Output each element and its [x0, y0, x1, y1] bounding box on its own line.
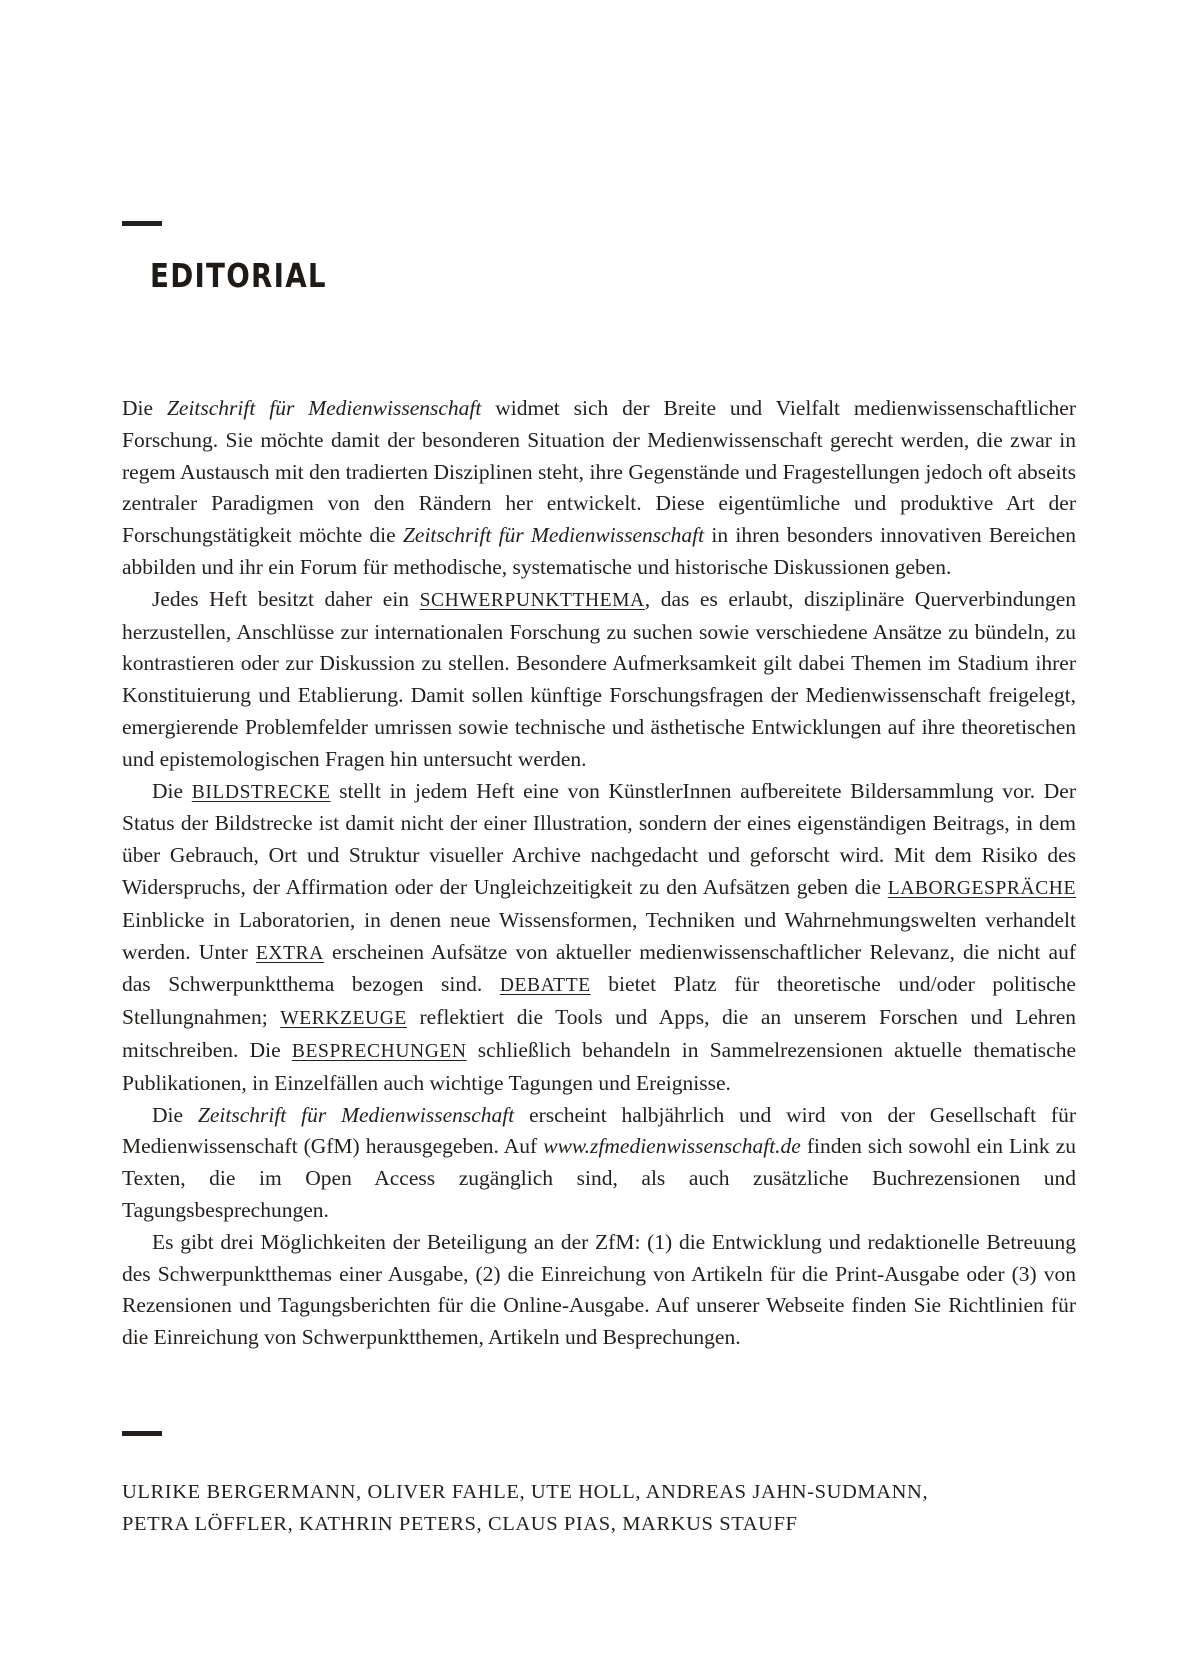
text-run: in ihren besonders innovativen Bereichen abbilden und ihr ein Forum für methodische, systematische und historische Diskussionen geben.	[122, 523, 1076, 579]
text-run: finden sich sowohl ein Link zu Texten, die im Open Access zugänglich sind, als auch zusätzliche Buchrezensionen und Tagungsbesprechungen.	[122, 1134, 1077, 1222]
body-paragraph	[122, 393, 1076, 584]
section-name: LABORGESPRÄCHE	[887, 877, 1076, 899]
text-run: , das es erlaubt, disziplinäre Querverbindungen herzustellen, Anschlüsse zur internationalen Forschung zu suchen sowie verschiedene Ansätze zu bündeln, zu kontrastieren oder zur Diskussion zu stellen. Besondere Aufmerksamkeit gilt dabei Themen im Stadium ihrer Konstituierung und Etablierung. Damit sollen künftige Forschungsfragen der Medienwissenschaft freigelegt, emergierende Problemfelder umrissen sowie technische und ästhetische Entwicklungen auf ihre theoretischen und epistemologischen Fragen hin untersucht werden.	[122, 586, 1076, 771]
page-title: EDITORIAL	[150, 256, 327, 295]
italic-title: Zeitschrift für Medienwissenschaft	[197, 1102, 515, 1127]
bottom-rule	[122, 1431, 162, 1436]
body-paragraph	[122, 584, 1076, 776]
section-name: BESPRECHUNGEN	[291, 1040, 467, 1062]
top-rule	[122, 221, 162, 226]
text-run: Jedes Heft besitzt daher ein	[152, 586, 420, 611]
text-run: bietet Platz für theoretische und/oder politische Stellungnahmen;	[122, 972, 1076, 1030]
section-name: BILDSTRECKE	[191, 781, 331, 803]
text-run: stellt in jedem Heft eine von KünstlerInnen aufbereitete Bildersammlung vor. Der Status der Bildstrecke ist damit nicht der einer Illustration, sondern der eines eigenständigen Beitrags, in dem über Gebrauch, Ort und Struktur visueller Archive nachgedacht und geforscht wird. Mit dem Risiko des Widerspruchs, der Affirmation oder der Ungleichzeitigkeit zu den Aufsätzen geben die	[122, 778, 1076, 899]
editorial-body	[122, 393, 1076, 1354]
text-run: Es gibt drei Möglichkeiten der Beteiligung an der ZfM: (1) die Entwicklung und redaktionelle Betreuung des Schwerpunktthemas einer Ausgabe, (2) die Einreichung von Artikeln für die Print-Ausgabe oder (3) von Rezensionen und Tagungsberichten für die Online-Ausgabe. Auf unserer Webseite finden Sie Richtlinien für die Einreichung von Schwerpunktthemen, Artikeln und Besprechungen.	[122, 1229, 1076, 1350]
text-run: erscheinen Aufsätze von aktueller medienwissenschaftlicher Relevanz, die nicht auf das Schwerpunktthema bezogen sind.	[122, 939, 1076, 997]
text-run: Die	[152, 1102, 198, 1127]
body-paragraph	[122, 776, 1076, 1100]
italic-title: Zeitschrift für Medienwissenschaft	[166, 396, 482, 420]
italic-title: Zeitschrift für Medienwissenschaft	[402, 523, 705, 548]
section-name: WERKZEUGE	[280, 1008, 407, 1030]
body-paragraph	[122, 1227, 1076, 1354]
text-run: widmet sich der Breite und Vielfalt medienwissenschaftlicher Forschung. Sie möchte damit der besonderen Situation der Medienwissenschaft gerecht werden, die zwar in regem Austausch mit den tradierten Disziplinen steht, ihre Gegenstände und Fragestellungen jedoch oft abseits zentraler Paradigmen von den Rändern her entwickelt. Diese eigentümliche und produktive Art der Forschungstätigkeit möchte die	[122, 396, 1076, 548]
text-run: Die	[152, 778, 192, 803]
text-run: reflektiert die Tools und Apps, die an unserem Forschen und Lehren mitschreiben. Die	[122, 1005, 1076, 1062]
text-run: Einblicke in Laboratorien, in denen neue Wissensformen, Techniken und Wahrnehmungswelten verhandelt werden. Unter	[122, 907, 1076, 964]
text-run: Die	[122, 396, 167, 420]
text-run: schließlich behandeln in Sammelrezensionen aktuelle thematische Publikationen, in Einzelfällen auch wichtige Tagungen und Ereignisse.	[122, 1037, 1077, 1095]
section-name: SCHWERPUNKTTHEMA	[419, 589, 645, 611]
signature-line: PETRA LÖFFLER, KATHRIN PETERS, CLAUS PIAS, MARKUS STAUFF	[122, 1513, 798, 1535]
signature-line: ULRIKE BERGERMANN, OLIVER FAHLE, UTE HOLL, ANDREAS JAHN-SUDMANN,	[122, 1481, 929, 1503]
italic-title: www.zfmedienwissenschaft.de	[543, 1134, 801, 1159]
text-run: erscheint halbjährlich und wird von der Gesellschaft für Medienwissenschaft (GfM) herausgegeben. Auf	[122, 1102, 1076, 1159]
section-name: DEBATTE	[499, 975, 591, 997]
section-name: EXTRA	[255, 942, 324, 964]
body-paragraph	[122, 1100, 1076, 1227]
editors-signature	[122, 1476, 1076, 1540]
